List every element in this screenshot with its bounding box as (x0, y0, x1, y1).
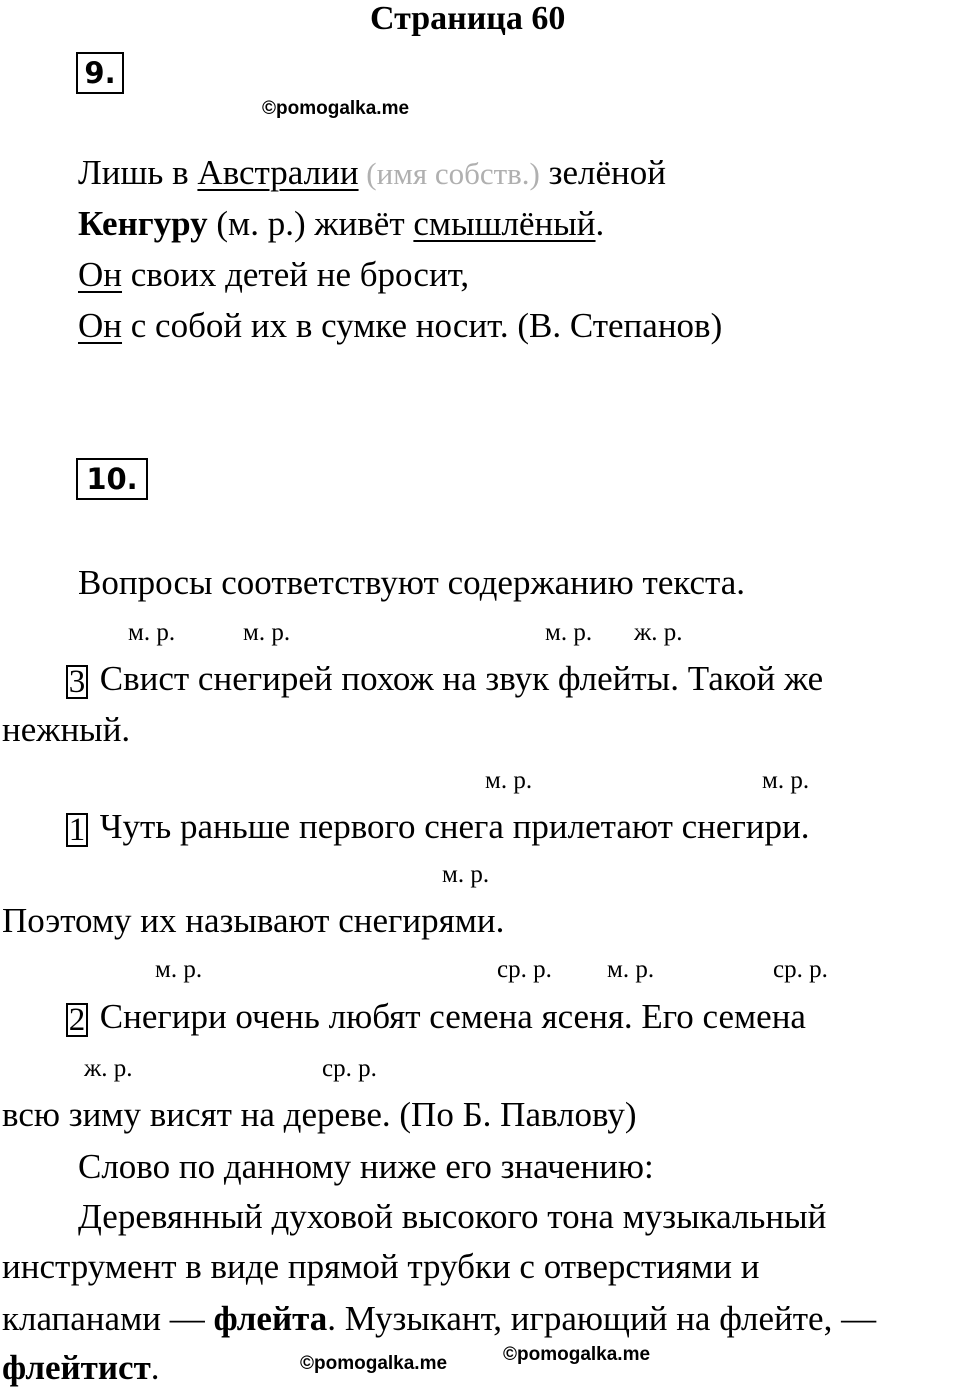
bold-word: флейтист (2, 1348, 151, 1387)
gender-annotation: м. р. (485, 767, 533, 794)
task9-line-2: Кенгуру (м. р.) живёт смышлёный. (78, 204, 605, 243)
gender-annotation: м. р. (762, 767, 810, 794)
underlined-word: Он (78, 306, 123, 345)
gray-note: (имя собств.) (358, 156, 540, 191)
task9-line-3: Он своих детей не бросит, (78, 255, 470, 294)
sentence-number-box: 3 (66, 665, 88, 699)
gender-annotation: ср. р. (773, 956, 828, 983)
gender-annotation: м. р. (442, 861, 490, 888)
watermark-bottom-left: ©pomogalka.me (300, 1353, 448, 1374)
task9-line-1: Лишь в Австралии (имя собств.) зелёной (78, 153, 666, 192)
gender-annotation: м. р. (607, 956, 655, 983)
sentence-3-cont: нежный. (2, 710, 131, 749)
meaning-line-1: Деревянный духовой высокого тона музыкальный (78, 1197, 827, 1236)
sentence-number-box: 1 (66, 813, 88, 847)
task10-intro: Вопросы соответствуют содержанию текста. (78, 563, 746, 602)
task-9-number: 9. (76, 52, 124, 94)
underlined-word: смышлёный (413, 204, 596, 243)
sentence-2-cont: всю зиму висят на дереве. (По Б. Павлову) (2, 1095, 637, 1134)
meaning-line-4: флейтист. (2, 1348, 160, 1387)
gender-annotation: ж. р. (634, 619, 683, 646)
watermark-bottom-right: ©pomogalka.me (503, 1344, 651, 1365)
underlined-word: Австралии (197, 153, 359, 192)
bold-word: Кенгуру (78, 204, 208, 243)
gender-annotation: м. р. (545, 619, 593, 646)
gender-annotation: м. р. (243, 619, 291, 646)
sentence-1: 1 Чуть раньше первого снега прилетают снегири. (66, 807, 810, 847)
meaning-line-3: клапанами — флейта. Музыкант, играющий на флейте, — (2, 1299, 877, 1338)
gender-annotation: ср. р. (322, 1055, 377, 1082)
sentence-3: 3 Свист снегирей похож на звук флейты. Такой же (66, 659, 823, 699)
bold-word: флейта (213, 1299, 328, 1338)
gender-annotation: ж. р. (84, 1055, 133, 1082)
underlined-word: Он (78, 255, 123, 294)
meaning-line-2: инструмент в виде прямой трубки с отверстиями и (2, 1247, 760, 1286)
task9-line-4: Он с собой их в сумке носит. (В. Степанов) (78, 306, 723, 345)
sentence-1-cont: Поэтому их называют снегирями. (2, 901, 505, 940)
gender-annotation: ср. р. (497, 956, 552, 983)
sentence-2: 2 Снегири очень любят семена ясеня. Его семена (66, 997, 806, 1037)
gender-annotation: м. р. (155, 956, 203, 983)
page-title: Страница 60 (370, 0, 566, 37)
watermark-top: ©pomogalka.me (262, 98, 410, 119)
meaning-intro: Слово по данному ниже его значению: (78, 1147, 654, 1186)
sentence-number-box: 2 (66, 1003, 88, 1037)
task-10-number: 10. (76, 458, 148, 500)
gender-annotation: м. р. (128, 619, 176, 646)
